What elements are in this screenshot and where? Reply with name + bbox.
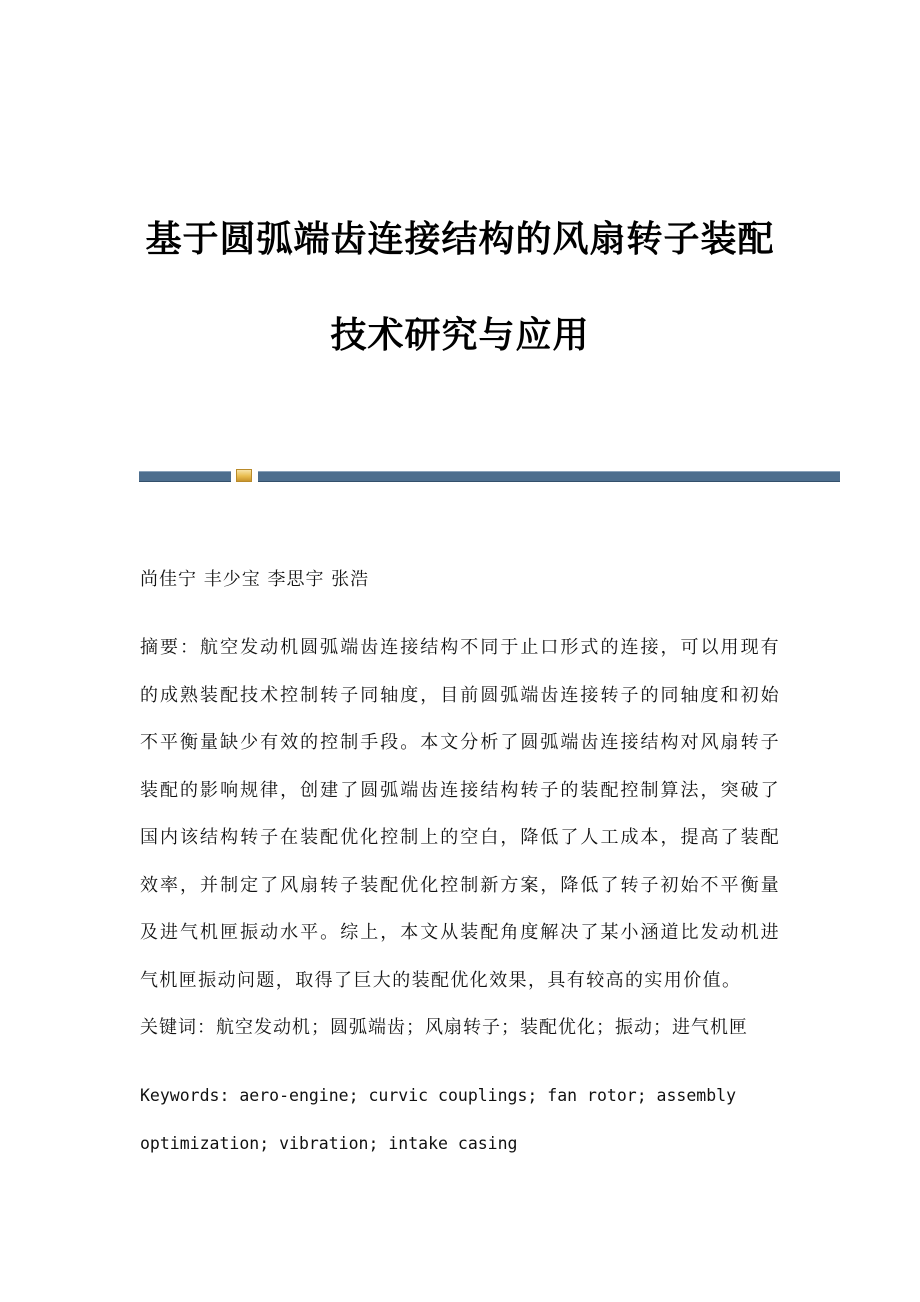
divider-ornament-icon bbox=[236, 469, 252, 482]
document-title-line-2: 技术研究与应用 bbox=[330, 315, 590, 356]
title-divider-right bbox=[258, 471, 840, 482]
keywords-english: Keywords: aero-engine; curvic couplings; fan rotor; assembly optimization; vibration; intake casing bbox=[140, 1086, 737, 1153]
abstract-paragraph: 摘要：航空发动机圆弧端齿连接结构不同于止口形式的连接，可以用现有的成熟装配技术控制转子同轴度，目前圆弧端齿连接转子的同轴度和初始不平衡量缺少有效的控制手段。本文分析了圆弧端齿连接结构对风扇转子装配的影响规律，创建了圆弧端齿连接结构转子的装配控制算法，突破了国内该结构转子在装配优化控制上的空白，降低了人工成本，提高了装配效率，并制定了风扇转子装配优化控制新方案，降低了转子初始不平衡量及进气机匣振动水平。综上，本文从装配角度解决了某小涵道比发动机进气机匣振动问题，取得了巨大的装配优化效果，具有较高的实用价值。 bbox=[140, 637, 780, 991]
keywords-chinese: 关键词：航空发动机；圆弧端齿；风扇转子；装配优化；振动；进气机匣 bbox=[140, 1017, 748, 1038]
document-title-line-1: 基于圆弧端齿连接结构的风扇转子装配 bbox=[145, 219, 775, 260]
title-divider-left bbox=[139, 471, 231, 482]
author-list: 尚佳宁 丰少宝 李思宇 张浩 bbox=[140, 569, 370, 590]
